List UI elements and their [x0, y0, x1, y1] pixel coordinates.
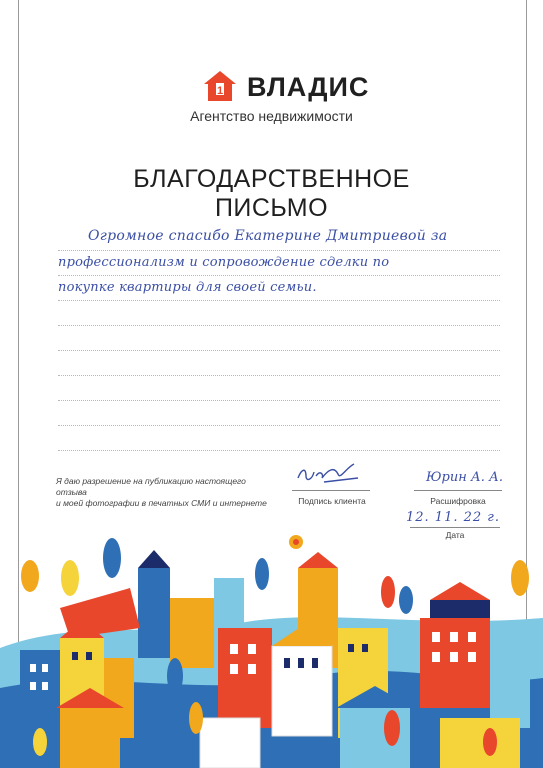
signature-line [292, 490, 370, 491]
date-value: 12. 11. 22 г. [406, 510, 500, 525]
house-key-icon [203, 70, 237, 102]
colorful-city-illustration [0, 528, 543, 768]
handwritten-line-3: покупке квартиры для своей семьи. [58, 280, 317, 295]
client-signature [294, 460, 364, 488]
client-signature-label: Подпись клиента [298, 496, 366, 506]
transcript-line [414, 490, 502, 491]
brand-tagline: Агентство недвижимости [190, 108, 353, 124]
date-label: Дата [445, 530, 465, 540]
letter-title [0, 165, 543, 223]
letter-title-line1: БЛАГОДАРСТВЕННОЕ [133, 165, 410, 193]
consent-line-2: и моей фотографии в печатных СМИ и интернете [56, 498, 267, 508]
handwritten-line-2: профессионализм и сопровождение сделки по [58, 255, 390, 270]
letter-title-line2: ПИСЬМО [214, 194, 329, 222]
transcript-value: Юрин А. А. [426, 470, 503, 485]
brand-logo [203, 70, 403, 106]
consent-line-1: Я даю разрешение на публикацию настоящего отзыва [56, 476, 246, 497]
publication-consent [56, 476, 276, 509]
brand-name: ВЛАДИС [247, 72, 370, 102]
svg-text:1: 1 [216, 85, 224, 97]
transcript-label: Расшифровка [430, 496, 486, 506]
handwritten-line-1: Огромное спасибо Екатерине Дмитриевой за [88, 228, 448, 244]
